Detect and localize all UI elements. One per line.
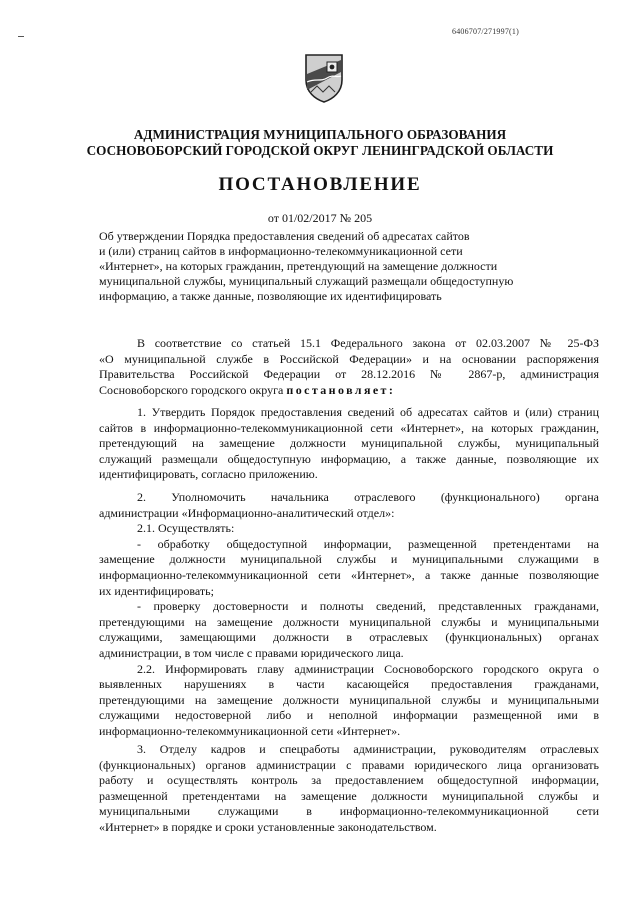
item-2-line: администрации, в том числе с правами юридического лица. <box>99 645 404 660</box>
subject-line: муниципальной службы, муниципальный служащий размещали общедоступную <box>99 274 514 288</box>
item-2-line: администрации «Информационно-аналитический отдел»: <box>99 505 395 520</box>
item-2-line: 2.2. Информировать главу администрации Сосновоборского городского округа о <box>137 661 599 676</box>
item-2-line: 2. Уполномочить начальника отраслевого (функционального) органа <box>137 490 599 504</box>
preamble <box>99 336 599 398</box>
preamble-line: «О муниципальной службе в Российской Федерации» и на основании распоряжения <box>99 351 599 366</box>
preamble-line: Сосновоборского городского округа <box>99 382 284 397</box>
preamble-line: Правительства Российской Федерации от 28.12.2016 № 2867-р, администрация <box>99 367 599 382</box>
decree-word: постановляет: <box>286 382 396 397</box>
item-3-line: 3. Отделу кадров и спецработы администрации, руководителям отраслевых <box>137 742 599 756</box>
document-id: 6406707/271997(1) <box>452 27 519 36</box>
item-2-line: замещение должности муниципальной службы и муниципальными служащими в <box>99 552 599 567</box>
item-2-line: - проверку достоверности и полноты сведений, представленных гражданами, <box>137 599 599 614</box>
item-3-line: размещенной претендентами на замещение должности муниципальной службы и <box>99 788 599 803</box>
item-2-line: 2.1. Осуществлять: <box>137 521 235 536</box>
organization-title <box>0 127 640 159</box>
date-number-line: от 01/02/2017 № 205 <box>267 211 373 225</box>
document-subject <box>99 229 529 304</box>
item-3-line: работу и осуществлять контроль за предоставлением общедоступной информации, <box>99 773 599 788</box>
preamble-line-last <box>99 383 599 399</box>
item-3-line: муниципальными служащими в информационно-телекоммуникационной сети <box>99 804 599 819</box>
item-2-line: выявленных нарушениях в части касающейся предоставления гражданами, <box>99 677 599 692</box>
item-1 <box>99 405 599 483</box>
item-1-line: идентифицировать, согласно приложению. <box>99 467 318 482</box>
coat-of-arms-icon <box>303 52 345 104</box>
item-1-line: 1. Утвердить Порядок предоставления сведений об адресатах сайтов и (или) страниц <box>137 405 599 419</box>
subject-line: и (или) страниц сайтов в информационно-телекоммуникационной сети <box>99 244 463 258</box>
item-1-line: сайтов в информационно-телекоммуникационной сети «Интернет», на которых гражданин, <box>99 420 599 435</box>
preamble-line: В соответствие со статьей 15.1 Федерального закона от 02.03.2007 № 25-ФЗ <box>137 336 599 350</box>
item-2-line: претендующими на замещение должности муниципальной службы и муниципальными <box>99 614 599 629</box>
scan-mark <box>18 36 24 37</box>
item-1-line: служащий размещали общедоступную информацию, а также данные, позволяющие их <box>99 451 599 466</box>
item-2-line: их идентифицировать; <box>99 583 214 598</box>
item-1-line: претендующий на замещение должности муниципальной службы, муниципальный <box>99 436 599 451</box>
org-title-line: СОСНОВОБОРСКИЙ ГОРОДСКОЙ ОКРУГ ЛЕНИНГРАДСКОЙ ОБЛАСТИ <box>86 143 554 158</box>
org-title-line: АДМИНИСТРАЦИЯ МУНИЦИПАЛЬНОГО ОБРАЗОВАНИЯ <box>133 127 507 142</box>
item-2-line: - обработку общедоступной информации, размещенной претендентами на <box>137 536 599 551</box>
item-2-line: служащими недостоверной либо и неполной информации размещенной ими в <box>99 708 599 723</box>
subject-line: информацию, а также данные, позволяющие их идентифицировать <box>99 289 442 303</box>
subject-line: «Интернет», на которых гражданин, претендующий на замещение должности <box>99 259 498 273</box>
subject-line: Об утверждении Порядка предоставления сведений об адресатах сайтов <box>99 229 470 243</box>
item-2-line: информационно-телекоммуникационной сети «Интернет», а также данные позволяющие <box>99 567 599 582</box>
document-type-heading: ПОСТАНОВЛЕНИЕ <box>218 174 422 195</box>
item-2-line: информационно-телекоммуникационной сети «Интернет». <box>99 723 401 738</box>
item-3-line: «Интернет» в порядке и сроки установленные законодательством. <box>99 819 437 834</box>
item-3 <box>99 742 599 836</box>
item-2-line: служащими, замещающими должности в отраслевых (функциональных) органах <box>99 630 599 645</box>
item-2 <box>99 490 599 740</box>
item-3-line: (функциональных) органов администрации с правами юридического лица организовать <box>99 757 599 772</box>
item-2-line: претендующими на замещение должности муниципальной службы и муниципальными <box>99 692 599 707</box>
